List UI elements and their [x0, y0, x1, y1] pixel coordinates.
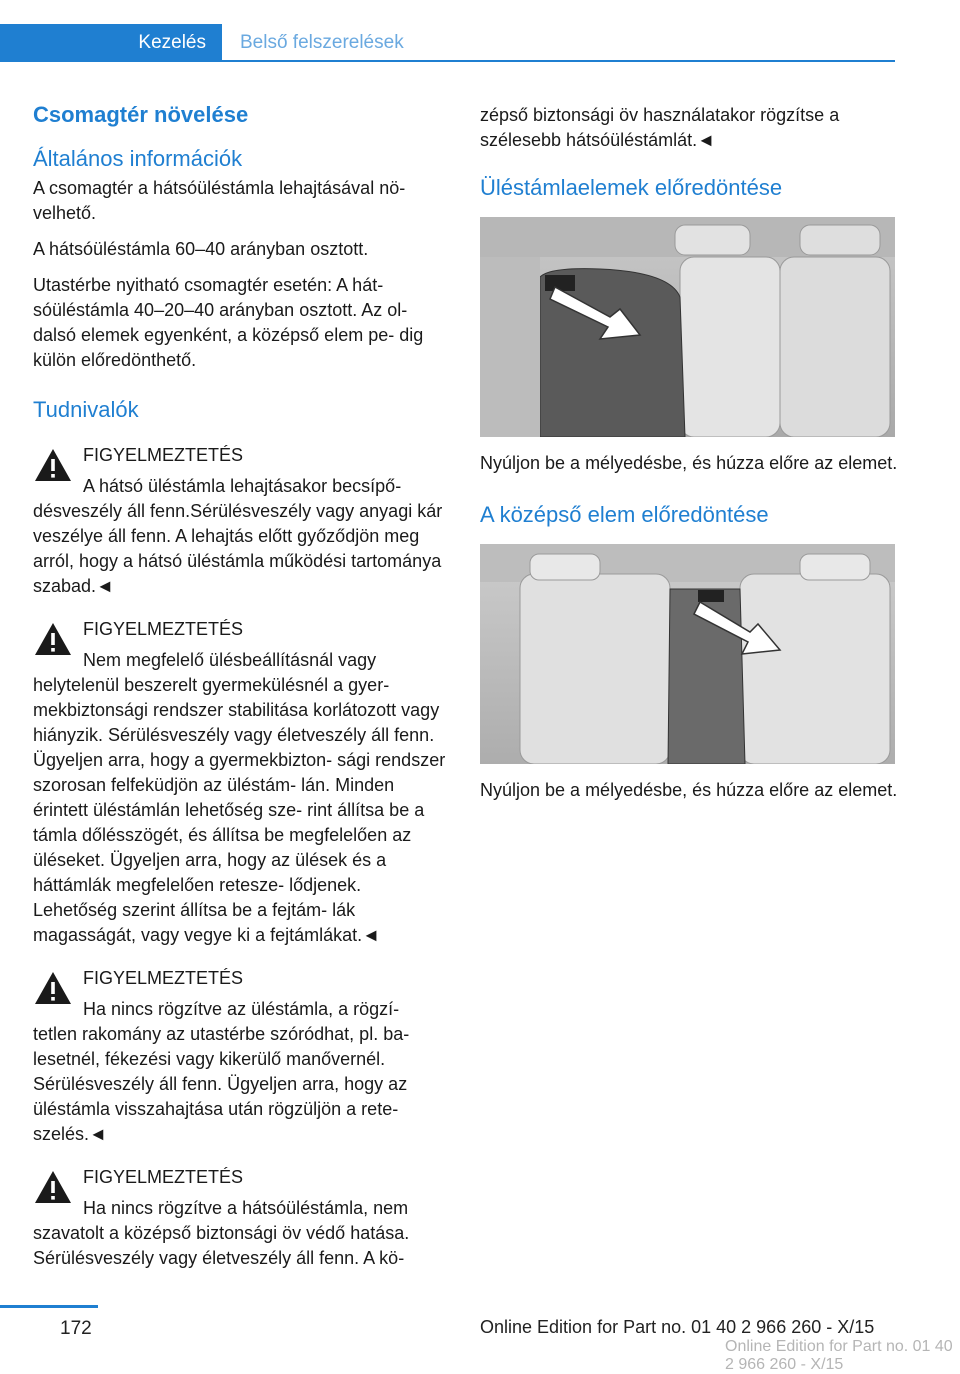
right-column [480, 103, 898, 814]
tab-belso-felszerelesek[interactable]: Belső felszerelések [240, 32, 404, 53]
warning-text: A hátsó üléstámla lehajtásakor becsípő‐ désveszély áll fenn.Sérülésveszély vagy anyagi kár veszélye áll fenn. A lehajtás előtt győződjön meg arról, hogy a hátsó üléstámla működési tartománya szabad.◄ [33, 476, 443, 596]
section-title: Csomagtér növelése [33, 102, 249, 127]
left-column [33, 100, 448, 1271]
warning-block [33, 1165, 448, 1271]
warning-text: Ha nincs rögzítve a hátsóüléstámla, nem szavatolt a középső biztonsági öv védő hatása. Sérülésveszély vagy életveszély áll fenn. A kö‐ [33, 1198, 410, 1268]
warning-title: FIGYELMEZTETÉS [83, 1167, 244, 1187]
warning-text: Ha nincs rögzítve az üléstámla, a rögzí‐ tetlen rakomány az utastérbe szóródhat, pl. ba‐ lesetnél, fékezési vagy kikerülő manővernél. Sérülésveszély áll fenn. Ügyeljen arra, hogy az üléstámla visszahajtása után rögzüljön a rete‐ szelés.◄ [33, 999, 410, 1144]
backrest-fold-heading: Üléstámlaelemek előredöntése [480, 175, 783, 200]
warning-title: FIGYELMEZTETÉS [83, 968, 244, 988]
paragraph: zépső biztonsági öv használatakor rögzítse a szélesebb hátsóüléstámlát.◄ [480, 105, 840, 150]
paragraph: Utastérbe nyitható csomagtér esetén: A hát‐ sóüléstámla 40–20–40 arányban osztott. Az ol‐ dalsó elemek egyenként, a középső elem pe‐ dig külön előredönthető. [33, 275, 424, 370]
warning-triangle-icon [33, 970, 73, 1006]
figure-caption: Nyúljon be a mélyedésbe, és húzza előre az elemet. [480, 453, 898, 473]
warning-block [33, 966, 448, 1147]
notes-heading: Tudnivalók [33, 397, 139, 422]
center-fold-illustration [480, 544, 895, 764]
warning-triangle-icon [33, 621, 73, 657]
warning-title: FIGYELMEZTETÉS [83, 619, 244, 639]
warning-text: Nem megfelelő ülésbeállításnál vagy helytelenül beszerelt gyermekülésnél a gyer‐ mekbiztonsági rendszer stabilitása korlátozott vagy hiányzik. Sérülésveszély vagy életveszély áll fenn. Ügyeljen arra, hogy a gyermekbizton‐ sági rendszer szorosan felfeküdjön az üléstám‐ lán. Minden érintett üléstámlán lehetőség sze‐ rint állítsa be a támla dőlésszögét, és állítsa be megfelelően az üléseket. Ügyeljen arra, hogy az ülések és a háttámlák megfelelően retesze‐ lődjenek. Lehetőség szerint állítsa be a fejtám‐ lák magasságát, vagy vegye ki a fejtámlákat.◄ [33, 650, 446, 945]
warning-block [33, 617, 448, 948]
tab-kezeles[interactable]: Kezelés [0, 24, 222, 62]
warning-triangle-icon [33, 1169, 73, 1205]
paragraph: A hátsóüléstámla 60–40 arányban osztott. [33, 239, 369, 259]
center-fold-heading: A középső elem előredöntése [480, 502, 769, 527]
page-number: 172 [60, 1318, 92, 1339]
header-divider [0, 60, 895, 62]
paragraph: A csomagtér a hátsóüléstámla lehajtásával nö‐ velhető. [33, 178, 406, 223]
warning-block [33, 443, 448, 599]
figure-caption: Nyúljon be a mélyedésbe, és húzza előre az elemet. [480, 780, 898, 800]
watermark: Online Edition for Part no. 01 40 2 966 260 - X/15 [725, 1338, 953, 1373]
footer-divider [0, 1305, 98, 1308]
edition-label: Online Edition for Part no. 01 40 2 966 260 - X/15 [480, 1317, 875, 1337]
page-header [0, 0, 960, 62]
backrest-fold-illustration [480, 217, 895, 437]
warning-title: FIGYELMEZTETÉS [83, 445, 244, 465]
general-info-heading: Általános információk [33, 146, 243, 171]
warning-triangle-icon [33, 447, 73, 483]
